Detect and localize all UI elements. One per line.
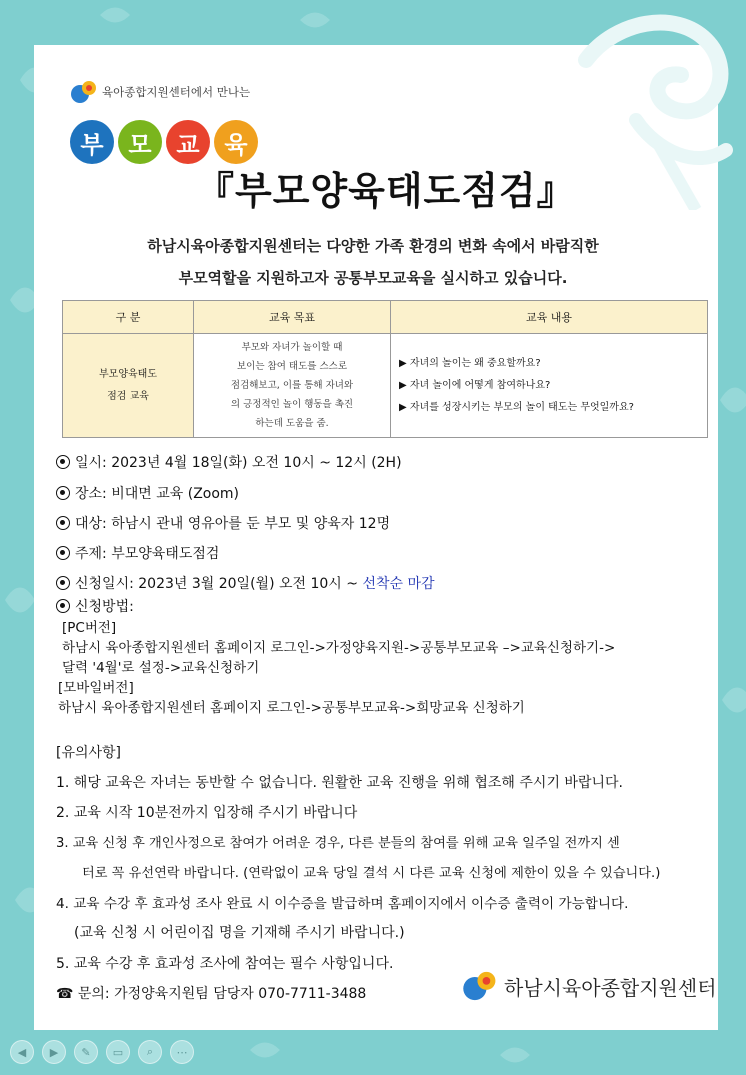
category-cell (63, 334, 194, 438)
pc-label: [PC버전] (62, 620, 117, 636)
slides-icon[interactable]: ▭ (106, 1040, 130, 1064)
center-logo-icon (70, 78, 98, 106)
mobile-label: [모바일버전] (58, 680, 134, 696)
note-1: 1. 해당 교육은 자녀는 동반할 수 없습니다. 원활한 교육 진행을 위해 협조해 주시기 바랍니다. (56, 775, 623, 791)
content-line: ▶ 자녀 놀이에 어떻게 참여하나요? (399, 379, 551, 391)
intro-line-1: 하남시육아종합지원센터는 다양한 가족 환경의 변화 속에서 바람직한 (147, 237, 599, 255)
info-apply-date-text: 신청일시: 2023년 3월 20일(월) 오전 10시 ~ (75, 576, 363, 592)
education-table (62, 300, 708, 438)
badge-circle-1: 부 (70, 120, 114, 164)
info-place-text: 장소: 비대면 교육 (Zoom) (75, 486, 240, 502)
ribbon-decoration (546, 0, 746, 210)
intro-line-2: 부모역할을 지원하고자 공통부모교육을 실시하고 있습니다. (178, 269, 568, 287)
bullet-icon (56, 599, 70, 613)
bullet-icon (56, 576, 70, 590)
footer-org-name: 하남시육아종합지원센터 (504, 975, 717, 1000)
viewer-toolbar (10, 1040, 194, 1064)
info-topic-text: 주제: 부모양육태도점검 (75, 546, 220, 562)
goal-line: 점검해보고, 이를 통해 자녀와 (230, 380, 354, 391)
contact-info: ☎ 문의: 가정양육지원팀 담당자 070-7711-3488 (56, 986, 367, 1002)
goal-line: 의 긍정적인 놀이 행동을 촉진 (230, 399, 354, 410)
table-row (63, 334, 708, 438)
info-date (56, 452, 402, 472)
info-target-text: 대상: 하남시 관내 영유아를 둔 부모 및 양육자 12명 (75, 516, 391, 532)
center-logo (70, 78, 250, 106)
info-topic (56, 543, 219, 563)
goal-line: 보이는 참여 태도를 스스로 (236, 361, 347, 372)
content-line: ▶ 자녀를 성장시키는 부모의 놀이 태도는 무엇일까요? (399, 401, 634, 413)
category-line: 점검 교육 (107, 390, 149, 402)
pc-line-2: 달력 '4월'로 설정->교육신청하기 (62, 660, 260, 676)
footer-logo-icon (460, 968, 500, 1004)
more-icon[interactable]: ⋯ (170, 1040, 194, 1064)
poster-title: 『부모양육태도점검』 (196, 169, 576, 213)
table-header-row (63, 301, 708, 334)
pc-line-1: 하남시 육아종합지원센터 홈페이지 로그인->가정양육지원->공통부모교육 –>교육신청하기-> (62, 640, 616, 656)
header-content: 교육 내용 (391, 301, 708, 334)
info-date-text: 일시: 2023년 4월 18일(화) 오전 10시 ~ 12시 (2H) (75, 455, 402, 471)
note-4-line-1: 4. 교육 수강 후 효과성 조사 완료 시 이수증을 발급하며 홈페이지에서 이수증 출력이 가능합니다. (56, 896, 629, 912)
center-label: 육아종합지원센터에서 만나는 (102, 85, 251, 99)
header-goal: 교육 목표 (194, 301, 391, 334)
first-come-highlight: 선착순 마감 (362, 576, 435, 592)
parent-education-badge (70, 120, 258, 164)
mobile-line: 하남시 육아종합지원센터 홈페이지 로그인->공통부모교육->희망교육 신청하기 (58, 700, 525, 716)
pen-icon[interactable]: ✎ (74, 1040, 98, 1064)
note-2: 2. 교육 시작 10분전까지 입장해 주시기 바랍니다 (56, 805, 358, 821)
info-apply-date (56, 573, 435, 593)
info-place (56, 483, 239, 503)
note-3-line-2: 터로 꼭 유선연락 바랍니다. (연락없이 교육 당일 결석 시 다른 교육 신청에 제한이 있을 수 있습니다.) (82, 866, 661, 881)
info-method (56, 596, 134, 616)
content-cell (391, 334, 708, 438)
category-line: 부모양육태도 (99, 368, 157, 380)
bullet-icon (56, 546, 70, 560)
note-4-line-2: (교육 신청 시 어린이집 명을 기재해 주시기 바랍니다.) (74, 925, 405, 941)
goal-cell (194, 334, 391, 438)
bullet-icon (56, 486, 70, 500)
goal-line: 부모와 자녀가 놀이할 때 (241, 342, 343, 353)
info-target (56, 513, 390, 533)
badge-circle-4: 육 (214, 120, 258, 164)
header-category: 구 분 (63, 301, 194, 334)
notes-heading: [유의사항] (56, 745, 122, 761)
next-icon[interactable]: ▶ (42, 1040, 66, 1064)
goal-line: 하는데 도움을 줌. (255, 418, 329, 429)
note-3-line-1: 3. 교육 신청 후 개인사정으로 참여가 어려운 경우, 다른 분들의 참여를 위해 교육 일주일 전까지 센 (56, 836, 620, 851)
bullet-icon (56, 516, 70, 530)
prev-icon[interactable]: ◀ (10, 1040, 34, 1064)
bullet-icon (56, 455, 70, 469)
badge-circle-3: 교 (166, 120, 210, 164)
note-5: 5. 교육 수강 후 효과성 조사에 참여는 필수 사항입니다. (56, 956, 394, 972)
content-line: ▶ 자녀의 놀이는 왜 중요할까요? (399, 357, 541, 369)
info-method-text: 신청방법: (75, 599, 134, 615)
zoom-icon[interactable]: ⌕ (138, 1040, 162, 1064)
footer-logo (460, 968, 717, 1004)
badge-circle-2: 모 (118, 120, 162, 164)
